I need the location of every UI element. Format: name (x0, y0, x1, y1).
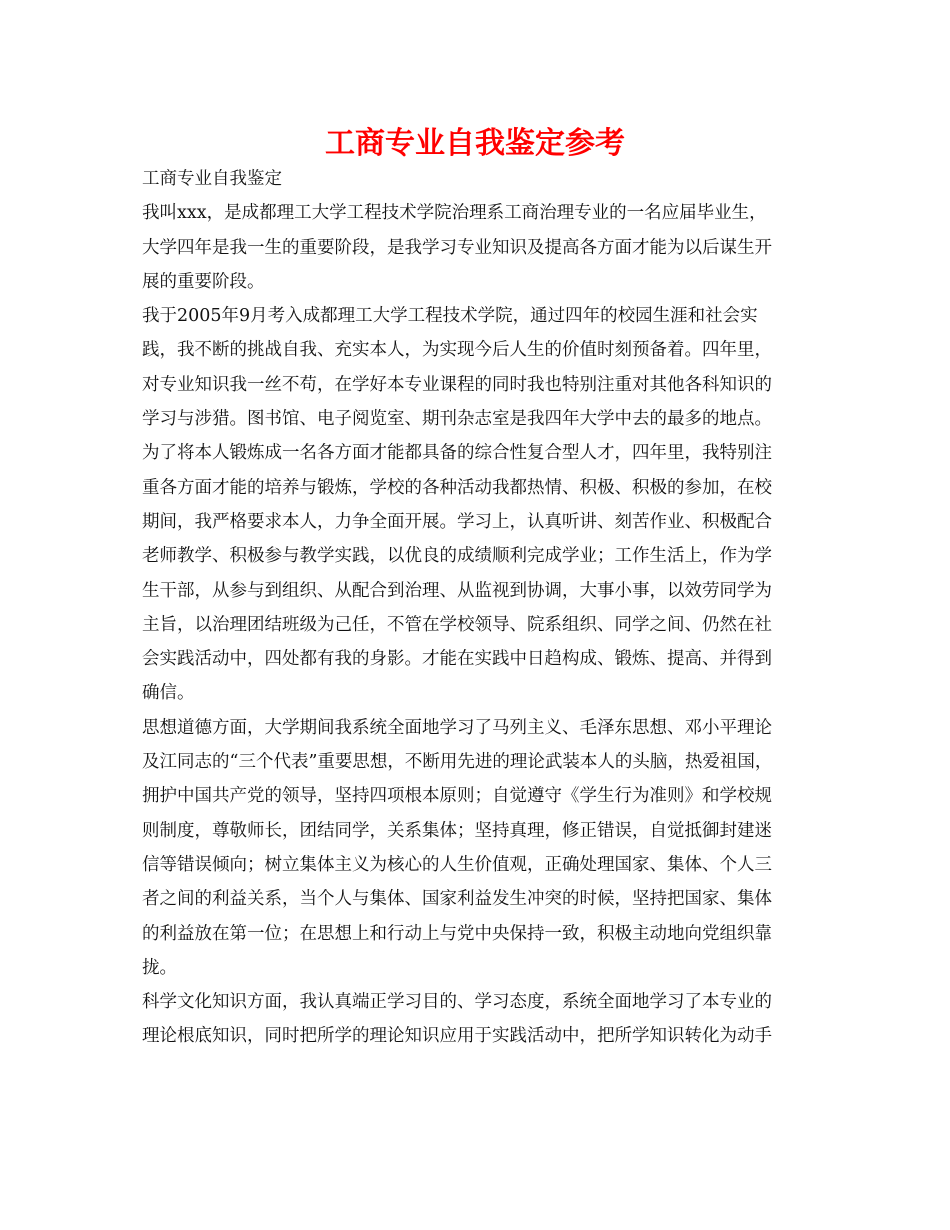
body-line: 者之间的利益关系，当个人与集体、国家利益发生冲突的时候，坚持把国家、集体 (142, 889, 772, 910)
document-body (142, 162, 814, 1054)
body-line: 践，我不断的挑战自我、充实本人，为实现今后人生的价值时刻预备着。四年里， (142, 340, 772, 361)
body-line: 学习与涉猎。图书馆、电子阅览室、期刊杂志室是我四年大学中去的最多的地点。 (142, 409, 772, 430)
body-line: 信等错误倾向；树立集体主义为核心的人生价值观，正确处理国家、集体、个人三 (142, 854, 772, 875)
body-line: 科学文化知识方面，我认真端正学习目的、学习态度，系统全面地学习了本专业的 (142, 992, 772, 1013)
body-line: 大学四年是我一生的重要阶段，是我学习专业知识及提高各方面才能为以后谋生开 (142, 237, 772, 258)
body-line: 的利益放在第一位；在思想上和行动上与党中央保持一致，积极主动地向党组织靠 (142, 923, 772, 944)
body-line: 我于2005年9月考入成都理工大学工程技术学院，通过四年的校园生涯和社会实 (142, 306, 758, 327)
body-line: 确信。 (142, 683, 195, 704)
body-line: 展的重要阶段。 (142, 271, 265, 292)
body-line: 老师教学、积极参与教学实践，以优良的成绩顺利完成学业；工作生活上，作为学 (142, 546, 772, 567)
body-line: 期间，我严格要求本人，力争全面开展。学习上，认真听讲、刻苦作业、积极配合 (142, 511, 772, 532)
body-line: 则制度，尊敬师长，团结同学，关系集体；坚持真理，修正错误，自觉抵御封建迷 (142, 820, 772, 841)
body-line: 思想道德方面，大学期间我系统全面地学习了马列主义、毛泽东思想、邓小平理论 (142, 717, 772, 738)
body-line: 理论根底知识，同时把所学的理论知识应用于实践活动中，把所学知识转化为动手 (142, 1026, 772, 1047)
body-line: 工商专业自我鉴定 (142, 169, 282, 189)
body-line: 及江同志的“三个代表”重要思想，不断用先进的理论武装本人的头脑，热爱祖国， (142, 752, 773, 773)
body-line: 拢。 (142, 957, 177, 978)
body-line: 重各方面才能的培养与锻炼，学校的各种活动我都热情、积极、积极的参加，在校 (142, 477, 772, 498)
body-line: 我叫xxx，是成都理工大学工程技术学院治理系工商治理专业的一名应届毕业生， (142, 203, 767, 224)
body-line: 对专业知识我一丝不苟，在学好本专业课程的同时我也特别注重对其他各科知识的 (142, 374, 772, 395)
body-line: 生干部，从参与到组织、从配合到治理、从监视到协调，大事小事，以效劳同学为 (142, 580, 772, 601)
body-line: 主旨，以治理团结班级为己任，不管在学校领导、院系组织、同学之间、仍然在社 (142, 614, 772, 635)
body-line: 拥护中国共产党的领导，坚持四项根本原则；自觉遵守《学生行为准则》和学校规 (142, 786, 772, 807)
body-line: 会实践活动中，四处都有我的身影。才能在实践中日趋构成、锻炼、提高、并得到 (142, 649, 772, 670)
body-line: 为了将本人锻炼成一名各方面才能都具备的综合性复合型人才，四年里，我特别注 (142, 443, 772, 464)
document-title: 工商专业自我鉴定参考 (325, 126, 625, 161)
